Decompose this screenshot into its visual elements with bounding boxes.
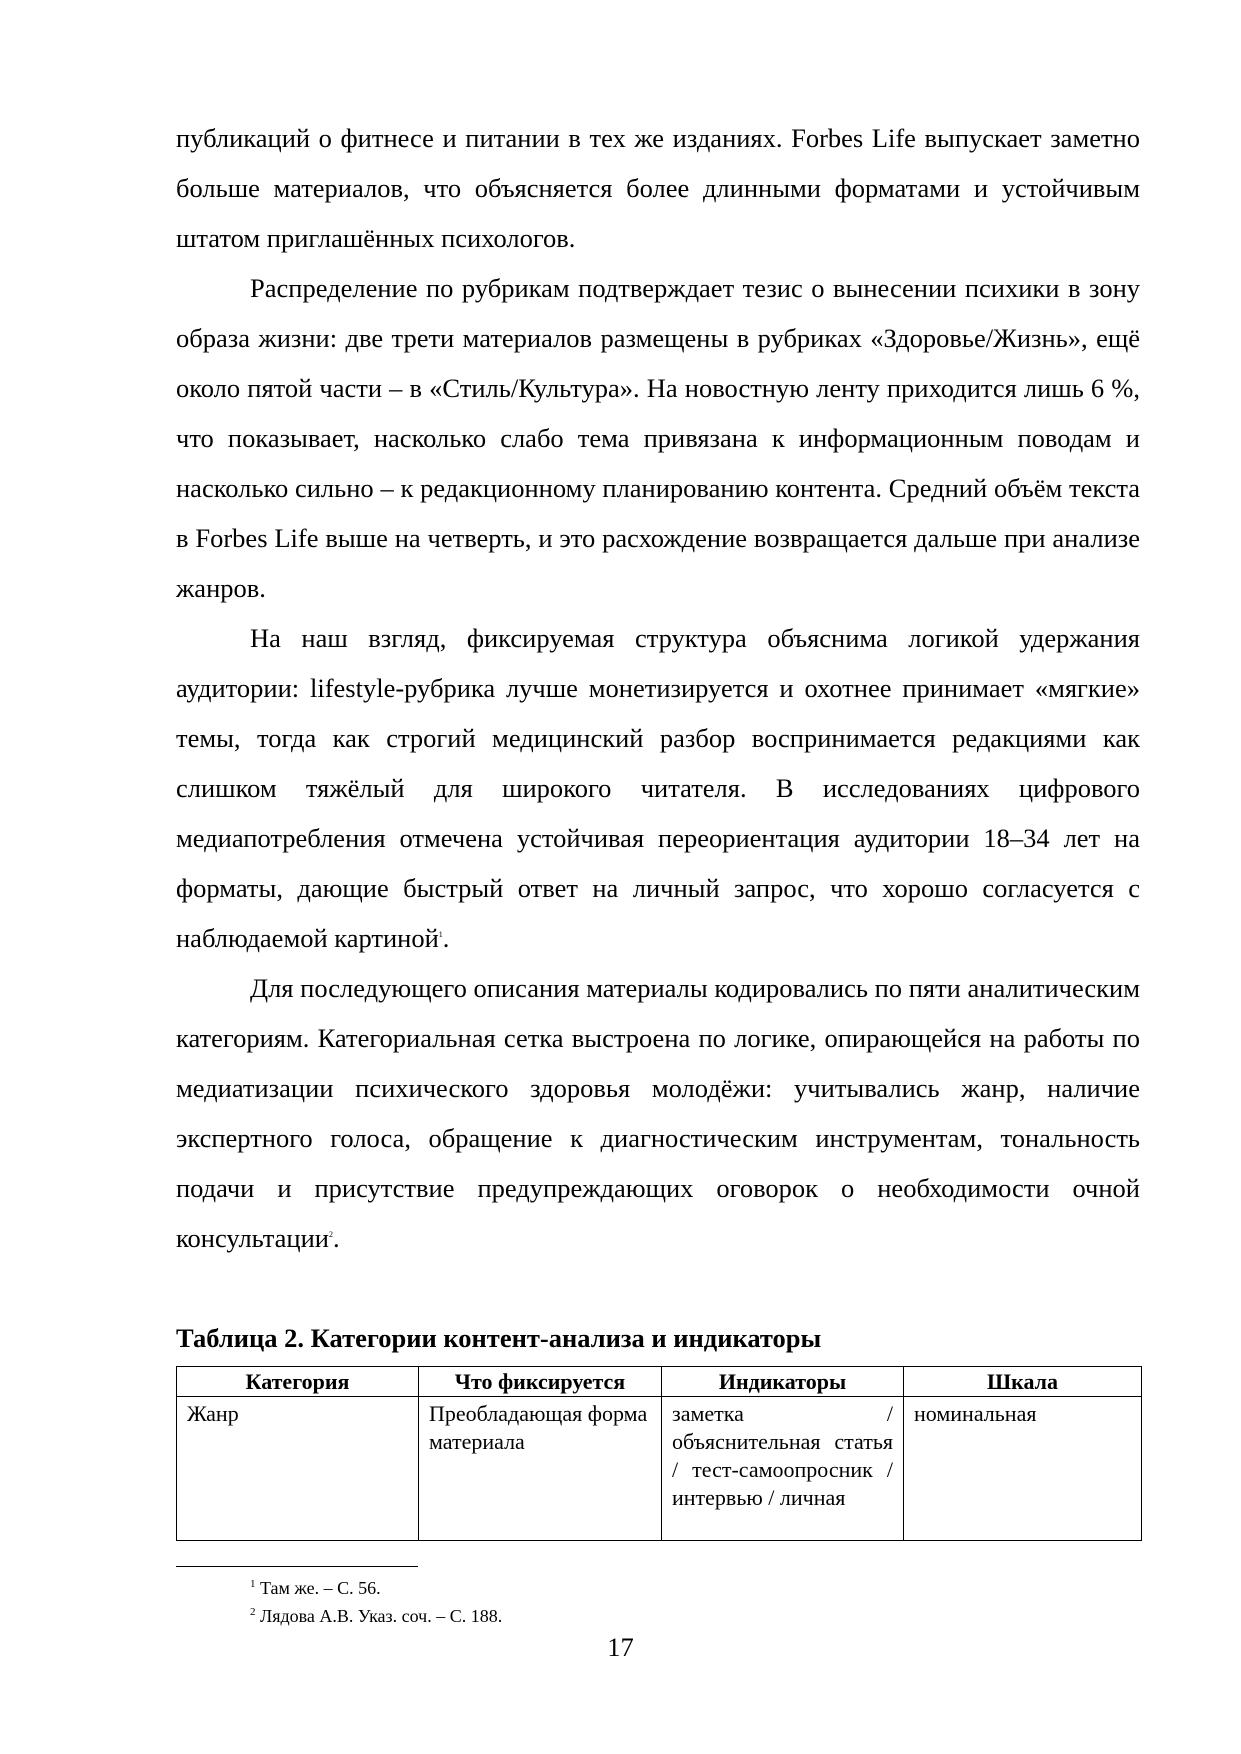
table-header-row: [177, 1367, 1142, 1397]
footnote-ref-2[interactable]: 2: [328, 1230, 333, 1240]
paragraph-1: публикаций о фитнесе и питании в тех же изданиях. Forbes Life выпускает заметно больше материалов, что объясняется более длинными форматами и устойчивым штатом приглашённых психологов.: [176, 123, 1140, 253]
paragraph-3: [176, 613, 1140, 963]
footnote-number: 1: [250, 1578, 256, 1590]
header-indicators: Индикаторы: [662, 1367, 904, 1397]
cell-indicators: заметка / объяснительная статья / тест-самоопросник / интервью / личная: [662, 1397, 904, 1541]
content-analysis-table: [176, 1366, 1142, 1541]
header-category: Категория: [177, 1367, 419, 1397]
paragraph-4-end: .: [332, 1223, 340, 1253]
table-row: [177, 1397, 1142, 1541]
footnote-ref-1[interactable]: 1: [438, 930, 443, 940]
paragraph-4: [176, 963, 1140, 1263]
cell-scale: номинальная: [904, 1397, 1142, 1541]
paragraph-3-text: На наш взгляд, фиксируемая структура объяснима логикой удержания аудитории: lifestyle-рубрика лучше монетизируется и охотнее принимает «мягкие» темы, тогда как строгий медицинский разбор воспринимается редакциями как слишком тяжёлый для широкого читателя. В исследованиях цифрового медиапотребления отмечена устойчивая переориентация аудитории 18–34 лет на форматы, дающие быстрый ответ на личный запрос, что хорошо согласуется с наблюдаемой картиной: [176, 623, 1140, 953]
page-number: 17: [607, 1632, 634, 1662]
header-what-recorded: Что фиксируется: [419, 1367, 662, 1397]
footnote-2: [250, 1600, 502, 1628]
cell-category: Жанр: [177, 1397, 419, 1541]
table-caption: Таблица 2. Категории контент-анализа и индикаторы: [176, 1323, 822, 1353]
header-scale: Шкала: [904, 1367, 1142, 1397]
footnote-text: Там же. – С. 56.: [260, 1578, 381, 1598]
footnote-separator: [176, 1566, 418, 1567]
paragraph-4-text: Для последующего описания материалы кодировались по пяти аналитическим категориям. Категориальная сетка выстроена по логике, опирающейся на работы по медиатизации психического здоровья молодёжи: учитывались жанр, наличие экспертного голоса, обращение к диагностическим инструментам, тональность подачи и присутствие предупреждающих оговорок о необходимости очной консультации: [176, 973, 1140, 1253]
footnotes: [250, 1572, 502, 1628]
footnote-number: 2: [250, 1606, 256, 1618]
paragraph-2: Распределение по рубрикам подтверждает тезис о вынесении психики в зону образа жизни: две трети материалов размещены в рубриках «Здоровье/Жизнь», ещё около пятой части – в «Стиль/Культура». На новостную ленту приходится лишь 6 %, что показывает, насколько слабо тема привязана к информационным поводам и насколько сильно – к редакционному планированию контента. Средний объём текста в Forbes Life выше на четверть, и это расхождение возвращается дальше при анализе жанров.: [176, 273, 1140, 603]
footnote-text: Лядова А.В. Указ. соч. – С. 188.: [260, 1606, 503, 1626]
footnote-1: [250, 1572, 502, 1600]
body-text: [176, 113, 1140, 1263]
paragraph-3-end: .: [442, 923, 450, 953]
cell-what-recorded: Преобладающая форма материала: [419, 1397, 662, 1541]
